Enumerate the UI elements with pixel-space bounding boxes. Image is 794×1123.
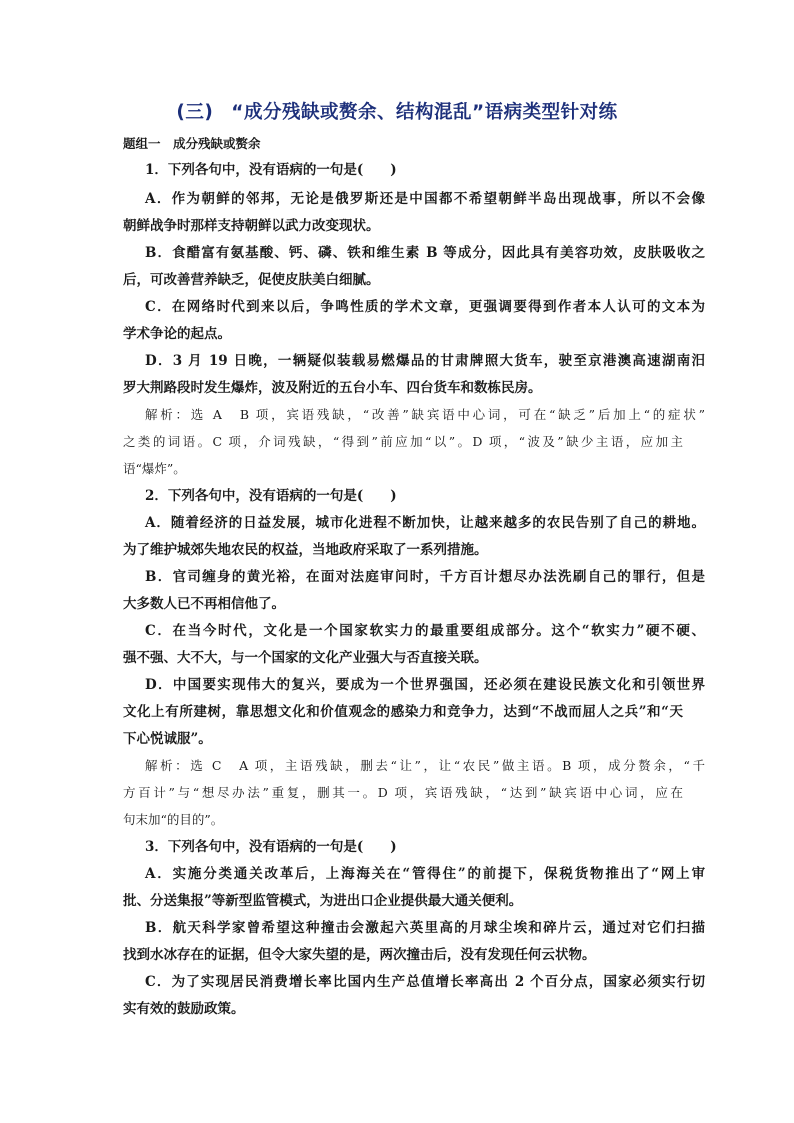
q2-option-b-line1: B．官司缠身的黄光裕，在面对法庭审问时，千方百计想尽办法洗刷自己的罪行，但是 — [145, 569, 705, 585]
q2-analysis-line2: 方百计”与“想尽办法”重复，删其一。D 项，宾语残缺，“达到”缺宾语中心词，应在 — [123, 785, 683, 800]
q1-option-a-line2: 朝鲜战争时那样支持朝鲜以武力改变现状。 — [123, 218, 380, 234]
q2-analysis-line3: 句末加“的目的”。 — [123, 812, 224, 827]
q2-option-c-line2: 强不强、大不大，与一个国家的文化产业强大与否直接关联。 — [123, 650, 488, 666]
q2-option-d-line3: 下心悦诚服”。 — [123, 731, 212, 747]
page-title — [0, 98, 794, 124]
q2-option-b-line2: 大多数人已不再相信他了。 — [123, 596, 285, 612]
q1-analysis-line3: 语“爆炸”。 — [123, 461, 186, 476]
title-text: “成分残缺或赘余、结构混乱”语病类型针对练 — [231, 102, 618, 123]
q3-option-b-line1: B．航天科学家曾希望这种撞击会激起六英里高的月球尘埃和碎片云，通过对它们扫描 — [145, 920, 705, 936]
q2-analysis-line1: 解析：选 C A 项，主语残缺，删去“让”，让“农民”做主语。B 项，成分赘余，“千 — [145, 758, 705, 773]
q1-analysis-line2: 之类的词语。C 项，介词残缺，“得到”前应加“以”。D 项，“波及”缺少主语，应加主 — [123, 434, 683, 449]
q1-option-c-line1: C．在网络时代到来以后，争鸣性质的学术文章，更强调要得到作者本人认可的文本为 — [145, 299, 705, 315]
q1-option-a-line1: A．作为朝鲜的邻邦，无论是俄罗斯还是中国都不希望朝鲜半岛出现战事，所以不会像 — [145, 191, 705, 207]
q1-analysis-line1: 解析：选 A B 项，宾语残缺，“改善”缺宾语中心词，可在“缺乏”后加上“的症状” — [145, 407, 705, 422]
question-3-stem: 3．下列各句中，没有语病的一句是( ) — [145, 839, 397, 855]
q3-option-c-line2: 实有效的鼓励政策。 — [123, 1001, 245, 1017]
q2-option-a-line2: 为了维护城郊失地农民的权益，当地政府采取了一系列措施。 — [123, 542, 488, 558]
q1-option-b-line1: B．食醋富有氨基酸、钙、磷、铁和维生素 B 等成分，因此具有美容功效，皮肤吸收之 — [145, 245, 705, 261]
q2-option-c-line1: C．在当今时代，文化是一个国家软实力的最重要组成部分。这个“软实力”硬不硬、 — [145, 623, 705, 639]
q1-option-c-line2: 学术争论的起点。 — [123, 326, 231, 342]
title-number: (三) — [176, 102, 214, 123]
q3-option-b-line2: 找到水冰存在的证据，但令大家失望的是，两次撞击后，没有发现任何云状物。 — [123, 947, 596, 963]
question-1-stem: 1．下列各句中，没有语病的一句是( ) — [145, 162, 397, 178]
q2-option-a-line1: A．随着经济的日益发展，城市化进程不断加快，让越来越多的农民告别了自己的耕地。 — [145, 515, 705, 531]
q3-option-c-line1: C．为了实现居民消费增长率比国内生产总值增长率高出 2 个百分点，国家必须实行切 — [145, 974, 705, 990]
q1-option-d-line2: 罗大荆路段时发生爆炸，波及附近的五台小车、四台货车和数栋民房。 — [123, 380, 542, 396]
q1-option-b-line2: 后，可改善营养缺乏，促使皮肤美白细腻。 — [123, 272, 380, 288]
q3-option-a-line1: A．实施分类通关改革后，上海海关在“管得住”的前提下，保税货物推出了“网上审 — [145, 866, 705, 882]
question-2-stem: 2．下列各句中，没有语病的一句是( ) — [145, 488, 397, 504]
q1-option-d-line1: D．3 月 19 日晚，一辆疑似装载易燃爆品的甘肃牌照大货车，驶至京港澳高速湖南汨 — [145, 353, 705, 369]
q2-option-d-line2: 文化上有所建树，靠思想文化和价值观念的感染力和竞争力，达到“不战而屈人之兵”和“天 — [123, 704, 683, 720]
q3-option-a-line2: 批、分送集报”等新型监管模式，为进出口企业提供最大通关便利。 — [123, 893, 523, 909]
q2-option-d-line1: D．中国要实现伟大的复兴，要成为一个世界强国，还必须在建设民族文化和引领世界 — [145, 677, 705, 693]
group-heading: 题组一 成分残缺或赘余 — [123, 136, 261, 151]
